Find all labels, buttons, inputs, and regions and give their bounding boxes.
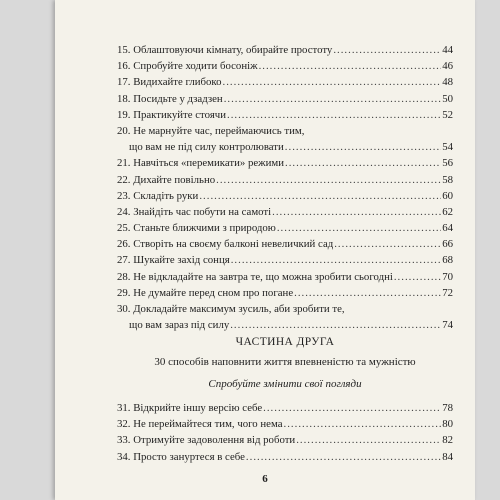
- dot-leader: [216, 172, 441, 188]
- part-title: ЧАСТИНА ДРУГА: [235, 336, 335, 348]
- toc-entry-title: 23. Складіть руки: [117, 189, 199, 202]
- section-heading: Спробуйте змінити свої погляди: [208, 378, 362, 390]
- dot-leader: [296, 432, 441, 448]
- toc-entry: [117, 416, 453, 432]
- toc-entry-page: 64: [442, 222, 453, 235]
- toc-entry-title: 33. Отримуйте задоволення від роботи: [117, 434, 296, 447]
- dot-leader: [284, 416, 442, 432]
- toc-entry-page: 62: [442, 205, 453, 218]
- toc-entry: [117, 252, 453, 268]
- toc-entry-title: 31. Відкрийте іншу версію себе: [117, 402, 263, 414]
- toc-entry-page: 66: [442, 238, 453, 251]
- dot-leader: [333, 42, 441, 58]
- dot-leader: [227, 107, 441, 123]
- dot-leader: [223, 74, 442, 90]
- toc-entry-page: 52: [442, 108, 453, 121]
- toc-entry-title: 22. Дихайте повільно: [117, 173, 216, 186]
- toc-entry-title: 27. Шукайте захід сонця: [117, 254, 230, 267]
- toc-entry-title: 19. Практикуйте стоячи: [117, 108, 226, 121]
- toc-entry: [117, 107, 453, 123]
- toc-entry: [117, 400, 453, 416]
- toc-entry: [117, 42, 453, 58]
- toc-entry: [117, 204, 453, 220]
- toc-entry-title: що вам зараз під силу: [129, 319, 230, 332]
- dot-leader: [263, 400, 441, 416]
- dot-leader: [259, 58, 442, 74]
- toc-entry-title: 34. Просто зануртеся в себе: [117, 450, 245, 463]
- toc-entry-page: 70: [442, 270, 453, 283]
- toc-entry: [117, 301, 453, 317]
- dot-leader: [224, 91, 442, 107]
- toc-entry-title: 24. Знайдіть час побути на самоті: [117, 205, 272, 218]
- toc-entry: [117, 449, 453, 465]
- toc-entry: [117, 236, 453, 252]
- toc-entry-title: 28. Не відкладайте на завтра те, що можна зробити сьогодні: [117, 270, 393, 283]
- toc-entry: [117, 269, 453, 285]
- toc-entry-page: 68: [442, 254, 453, 267]
- toc-entry-page: 54: [442, 141, 453, 154]
- toc-entry-page: 50: [442, 92, 453, 105]
- toc-entry: [117, 139, 453, 155]
- toc-entry: [117, 123, 453, 139]
- toc-part-one: [117, 42, 453, 333]
- toc-entry-page: 46: [442, 60, 453, 73]
- toc-entry-page: 48: [442, 76, 453, 89]
- dot-leader: [199, 188, 441, 204]
- toc-entry: [117, 74, 453, 90]
- dot-leader: [277, 220, 441, 236]
- book-page: [55, 0, 475, 500]
- toc-entry: [117, 155, 453, 171]
- toc-entry-page: 72: [442, 286, 453, 299]
- toc-entry-page: 78: [442, 402, 453, 414]
- dot-leader: [246, 449, 441, 465]
- toc-entry-title: 29. Не думайте перед сном про погане: [117, 286, 294, 299]
- dot-leader: [394, 269, 441, 285]
- toc-entry-page: 80: [442, 418, 453, 431]
- dot-leader: [272, 204, 441, 220]
- toc-entry: [117, 58, 453, 74]
- toc-entry-page: 44: [442, 44, 453, 56]
- toc-entry: [117, 91, 453, 107]
- dot-leader: [230, 317, 441, 333]
- toc-entry-title: 30. Докладайте максимум зусиль, аби зробити те,: [117, 303, 345, 315]
- toc-entry-page: 56: [442, 157, 453, 170]
- toc-entry-title: 16. Спробуйте ходити босоніж: [117, 60, 258, 73]
- toc-entry-title: що вам не під силу контролювати: [129, 141, 284, 154]
- toc-entry-title: 17. Видихайте глибоко: [117, 76, 222, 89]
- toc-entry-title: 21. Навчіться «перемикати» режими: [117, 157, 284, 170]
- toc-entry: [117, 172, 453, 188]
- toc-entry: [117, 285, 453, 301]
- dot-leader: [285, 139, 441, 155]
- toc-entry-title: 25. Станьте ближчими з природою: [117, 222, 276, 235]
- toc-entry-title: 26. Створіть на своєму балконі невеличкий сад: [117, 238, 334, 251]
- part-subtitle: 30 способів наповнити життя впевненістю та мужністю: [154, 356, 416, 368]
- toc-entry-title: 20. Не марнуйте час, переймаючись тим,: [117, 124, 305, 137]
- toc-entry-page: 82: [442, 434, 453, 447]
- toc-entry-page: 74: [442, 319, 453, 332]
- toc-entry-page: 60: [442, 189, 453, 202]
- toc-entry: [117, 220, 453, 236]
- toc-entry-page: 84: [442, 450, 453, 463]
- toc-entry: [117, 317, 453, 333]
- toc-entry-title: 15. Облаштовуючи кімнату, обирайте простоту: [117, 44, 333, 56]
- dot-leader: [285, 155, 441, 171]
- toc-part-two: [117, 400, 453, 465]
- toc-entry-title: 32. Не переймайтеся тим, чого нема: [117, 418, 283, 431]
- toc-entry-page: 58: [442, 173, 453, 186]
- toc-entry: [117, 188, 453, 204]
- dot-leader: [334, 236, 441, 252]
- toc-entry: [117, 432, 453, 448]
- page-number: 6: [262, 473, 268, 485]
- toc-entry-title: 18. Посидьте у дзадзен: [117, 92, 223, 105]
- dot-leader: [294, 285, 441, 301]
- dot-leader: [231, 252, 441, 268]
